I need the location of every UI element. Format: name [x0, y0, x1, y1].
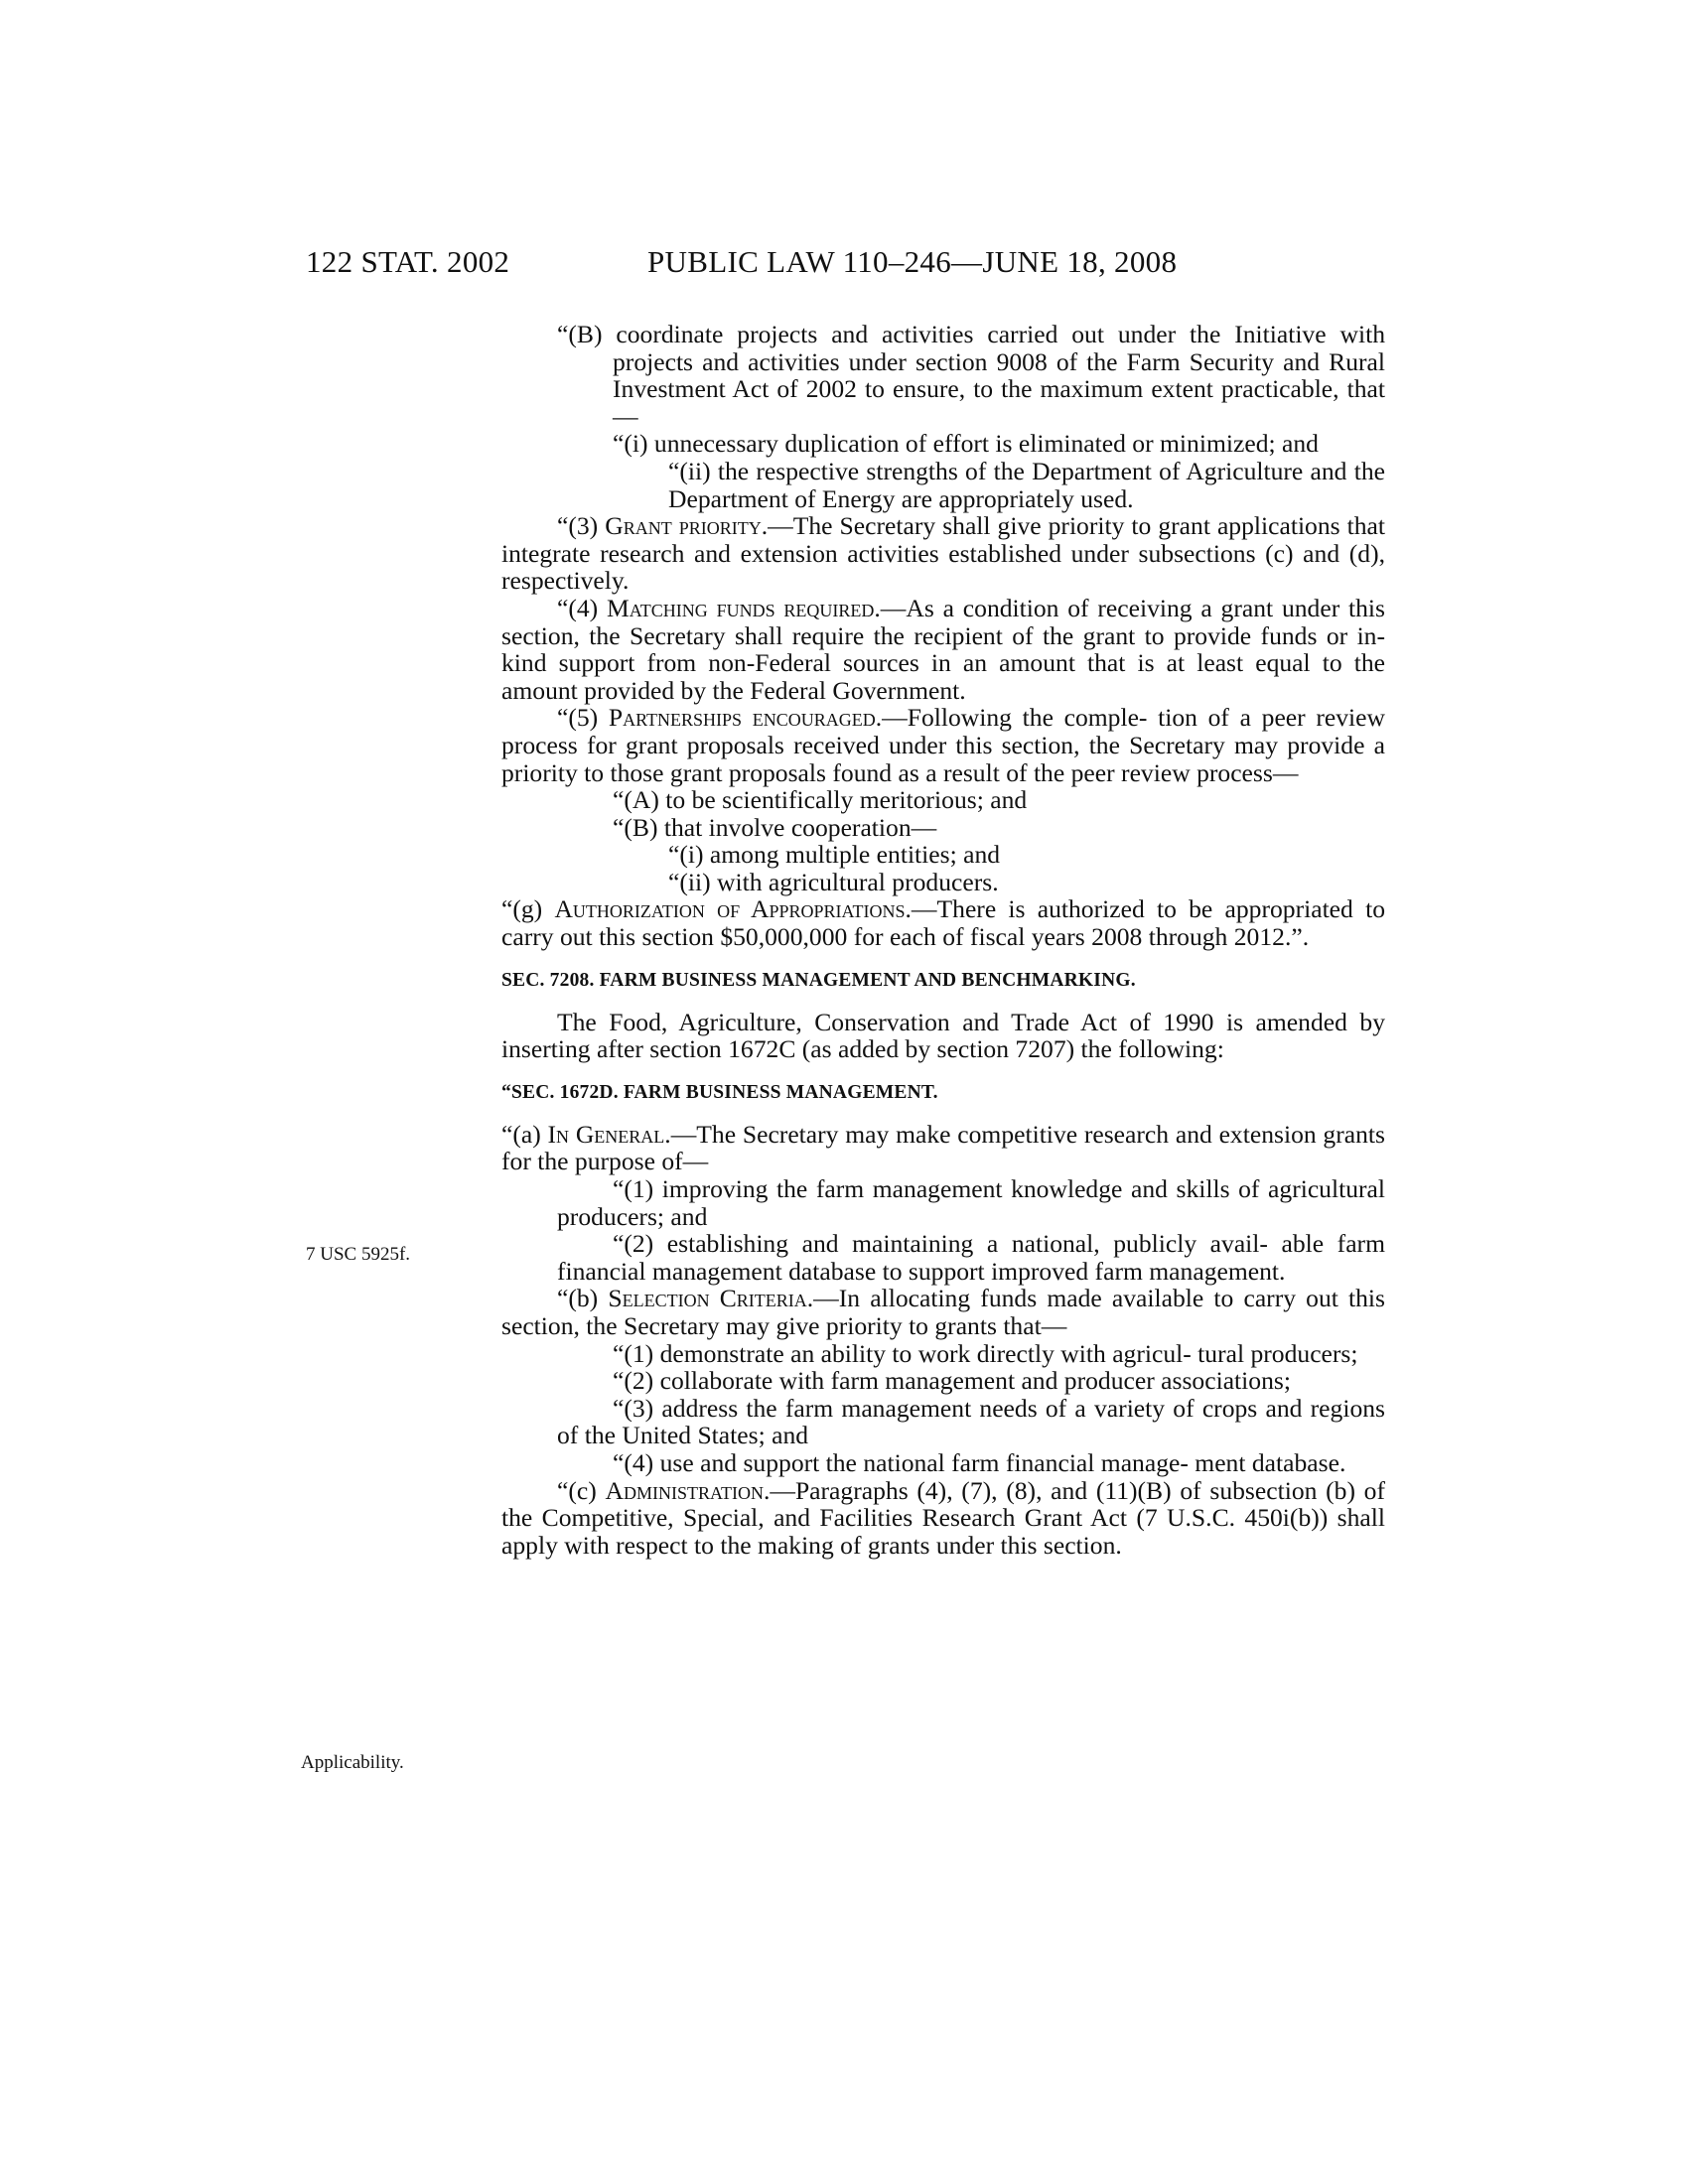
paragraph-heading: Administration — [605, 1475, 764, 1505]
paragraph-heading: Selection Criteria — [608, 1284, 807, 1313]
paragraph-heading: Authorization of Appropriations — [554, 894, 906, 924]
paragraph-label: “(3) — [557, 511, 606, 541]
paragraph-label: “(5) — [557, 703, 609, 733]
paragraph-label: “(b) — [557, 1284, 609, 1313]
paragraph-text: .—The Secretary shall give priority to grant applications that integrate research and extension activities established under subsections (c) and (d), respectively. — [501, 511, 1386, 596]
paragraph-text: .—In allocating funds made available to carry out this section, the Secretary may give priority to grants that— — [501, 1284, 1385, 1340]
criterion-1: “(1) demonstrate an ability to work directly with agricul- tural producers; — [613, 1338, 1358, 1368]
paragraph-label: “(g) — [501, 894, 555, 924]
criterion-4: “(4) use and support the national farm financial manage- ment database. — [613, 1447, 1346, 1477]
running-head: PUBLIC LAW 110–246—JUNE 18, 2008 — [647, 244, 1178, 279]
clause-i-duplication: “(i) unnecessary duplication of effort is eliminated or minimized; and — [613, 429, 1319, 459]
paragraph-label: “(4) — [557, 593, 608, 622]
paragraph-label: “(c) — [557, 1475, 606, 1505]
paragraph-text: .—Following the comple- tion of a peer review process for grant proposals received under this section, the Secretary may provide a priority to those grant proposals found as a result of the peer review process— — [501, 703, 1386, 787]
paragraph-1-improving: “(1) improving the farm management knowledge and skills of agricultural producers; and — [557, 1174, 1385, 1231]
subparagraph-b-cooperation: “(B) that involve cooperation— — [613, 812, 937, 842]
subsection-g-authorization — [501, 895, 1385, 950]
paragraph-text: .—There is authorized to be appropriated to carry out this section $50,000,000 for each of fiscal years 2008 through 2012.”. — [501, 894, 1385, 952]
subsection-c-administration — [501, 1477, 1385, 1560]
page-header — [0, 244, 1688, 288]
section-7208-text: The Food, Agriculture, Conservation and Trade Act of 1990 is amended by inserting after section 1672C (as added by section 7207) the following: — [501, 1007, 1385, 1064]
subparagraph-a-meritorious: “(A) to be scientifically meritorious; and — [613, 785, 1028, 815]
paragraph-label: “(a) — [501, 1119, 548, 1149]
clause-ii-agricultural-producers: “(ii) with agricultural producers. — [668, 867, 999, 896]
margin-note-usc-citation: 7 USC 5925f. — [306, 1244, 411, 1265]
section-1672d-heading: “SEC. 1672D. FARM BUSINESS MANAGEMENT. — [501, 1081, 938, 1103]
paragraph-heading: Matching funds required — [607, 593, 875, 622]
section-7208-heading: SEC. 7208. FARM BUSINESS MANAGEMENT AND BENCHMARKING. — [501, 969, 1136, 991]
paragraph-text: .—As a condition of receiving a grant under this section, the Secretary shall require the recipient of the grant to provide funds or in-kind support from non-Federal sources in an amount that is at least equal to the amount provided by the Federal Government. — [501, 593, 1385, 705]
paragraph-4-matching-funds — [501, 595, 1385, 704]
paragraph-heading: Grant priority — [605, 511, 762, 541]
paragraph-text: .—The Secretary may make competitive research and extension grants for the purpose of— — [501, 1119, 1385, 1176]
criterion-3: “(3) address the farm management needs of a variety of crops and regions of the United States; and — [557, 1393, 1385, 1450]
paragraph-b-coordinate: “(B) coordinate projects and activities carried out under the Initiative with projects and activities under section 9008 of the Farm Security and Rural Investment Act of 2002 to ensure, to the maximum extent practicable, that— — [557, 320, 1385, 431]
paragraph-text: .—Paragraphs (4), (7), (8), and (11)(B) of subsection (b) of the Competitive, Special, and Facilities Research Grant Act (7 U.S.C. 450i(b)) shall apply with respect to the making of grants under this section. — [501, 1475, 1385, 1560]
subsection-a-in-general — [501, 1121, 1385, 1175]
stat-page-number: 122 STAT. 2002 — [306, 244, 510, 279]
paragraph-heading: Partnerships encouraged — [608, 703, 876, 733]
clause-i-multiple-entities: “(i) among multiple entities; and — [668, 840, 1001, 870]
criterion-2: “(2) collaborate with farm management and producer associations; — [613, 1366, 1291, 1396]
paragraph-5-partnerships — [501, 704, 1385, 786]
document-body — [501, 321, 1385, 1559]
subsection-b-selection-criteria — [501, 1285, 1385, 1339]
margin-note-applicability: Applicability. — [301, 1752, 404, 1773]
paragraph-heading: In General — [547, 1119, 665, 1149]
clause-ii-strengths: “(ii) the respective strengths of the Department of Agriculture and the Department of Energy are appropriately used. — [668, 456, 1385, 513]
paragraph-2-establishing: “(2) establishing and maintaining a national, publicly avail- able farm financial management database to support improved farm management. — [557, 1229, 1385, 1286]
paragraph-3-grant-priority — [501, 512, 1385, 595]
